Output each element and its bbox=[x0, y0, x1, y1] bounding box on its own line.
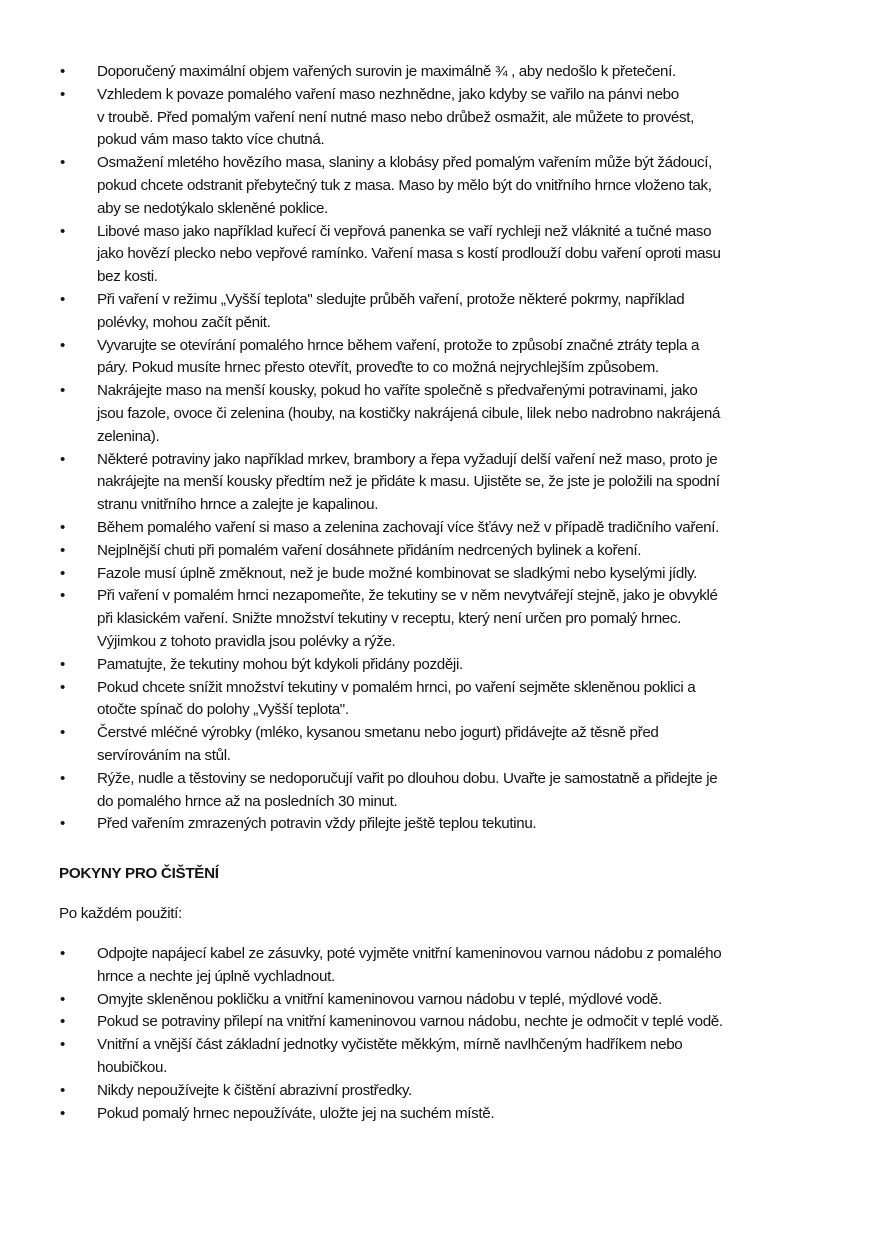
bullet-icon: • bbox=[60, 382, 65, 400]
cleaning-step-item bbox=[58, 989, 818, 1012]
bullet-icon: • bbox=[60, 63, 65, 80]
list-item-text: Některé potraviny jako například mrkev, brambory a řepa vyžadují delší vaření než maso, proto je nakrájejte na menší kousky předtím než je přidáte k masu. Ujistěte se, že jste je položili na spodní stranu vnitřního hrnce a zalejte je kapalinou. bbox=[97, 450, 720, 514]
list-item-text: Před vařením zmrazených potravin vždy přilejte ještě teplou tekutinu. bbox=[97, 815, 537, 833]
cleaning-step-item bbox=[58, 1103, 818, 1126]
list-item-text: Vyvarujte se otevírání pomalého hrnce během vaření, protože to způsobí značné ztráty tepla a páry. Pokud musíte hrnec přesto otevřít, proveďte to co možná nejrychlejším způsobem. bbox=[97, 336, 700, 377]
list-item-text: Pokud pomalý hrnec nepoužíváte, uložte jej na suchém místě. bbox=[97, 1104, 495, 1122]
bullet-icon: • bbox=[60, 769, 65, 787]
tip-item bbox=[58, 335, 818, 381]
list-item-text: Pokud chcete snížit množství tekutiny v pomalém hrnci, po vaření sejměte skleněnou poklici a otočte spínač do polohy „Vyšší teplota". bbox=[97, 678, 696, 719]
tip-item bbox=[58, 152, 818, 220]
list-item-text: Při vaření v režimu „Vyšší teplota" sledujte průběh vaření, protože některé pokrmy, například polévky, mohou začít pěnit. bbox=[97, 290, 685, 331]
list-item-text: Při vaření v pomalém hrnci nezapomeňte, že tekutiny se v něm nevytvářejí stejně, jako je obvyklé při klasickém vaření. Snižte množství tekutiny v receptu, který není určen pro pomalý hrnec. Výjimkou z tohoto pravidla jsou polévky a rýže. bbox=[97, 587, 718, 650]
cleaning-step-item bbox=[58, 1034, 818, 1080]
tip-item bbox=[58, 813, 818, 836]
bullet-icon: • bbox=[60, 154, 65, 172]
bullet-icon: • bbox=[60, 587, 65, 605]
list-item-text: Omyjte skleněnou pokličku a vnitřní kameninovou varnou nádobu v teplé, mýdlové vodě. bbox=[97, 990, 662, 1008]
bullet-icon: • bbox=[60, 1104, 65, 1122]
tip-item bbox=[58, 768, 818, 814]
tip-item bbox=[58, 654, 818, 677]
tip-item bbox=[58, 563, 818, 586]
tip-item bbox=[58, 289, 818, 335]
bullet-icon: • bbox=[60, 990, 65, 1008]
bullet-icon: • bbox=[60, 518, 65, 536]
list-item-text: Doporučený maximální objem vařených surovin je maximálně ¾ , aby nedošlo k přetečení. bbox=[97, 63, 676, 80]
bullet-icon: • bbox=[60, 655, 65, 673]
bullet-icon: • bbox=[60, 541, 65, 559]
tip-item bbox=[58, 585, 818, 653]
cleaning-intro: Po každém použití: bbox=[59, 905, 182, 922]
tip-item bbox=[58, 84, 818, 152]
bullet-icon: • bbox=[60, 945, 65, 962]
bullet-icon: • bbox=[60, 564, 65, 582]
bullet-icon: • bbox=[60, 85, 65, 103]
tip-item bbox=[58, 540, 818, 563]
list-item-text: Nikdy nepoužívejte k čištění abrazivní prostředky. bbox=[97, 1081, 412, 1099]
cleaning-heading: POKYNY PRO ČIŠTĚNÍ bbox=[59, 865, 219, 882]
bullet-icon: • bbox=[60, 222, 65, 240]
bullet-icon: • bbox=[60, 336, 65, 354]
bullet-icon: • bbox=[60, 815, 65, 833]
cleaning-steps-list bbox=[58, 943, 818, 1125]
list-item-text: Pamatujte, že tekutiny mohou být kdykoli přidány později. bbox=[97, 655, 463, 673]
list-item-text: Nejplnější chuti při pomalém vaření dosáhnete přidáním nedrcených bylinek a koření. bbox=[97, 541, 642, 559]
list-item-text: Vzhledem k povaze pomalého vaření maso nezhnědne, jako kdyby se vařilo na pánvi nebo v troubě. Před pomalým vaření není nutné maso nebo drůbež osmažit, ale můžete to provést, pokud vám maso takto více chutná. bbox=[97, 85, 694, 149]
tip-item bbox=[58, 449, 818, 517]
cleaning-step-item bbox=[58, 943, 818, 989]
list-item-text: Vnitřní a vnější část základní jednotky vyčistěte měkkým, mírně navlhčeným hadříkem nebo houbičkou. bbox=[97, 1036, 683, 1076]
bullet-icon: • bbox=[60, 290, 65, 308]
cleaning-step-item bbox=[58, 1080, 818, 1103]
list-item-text: Libové maso jako například kuřecí či vepřová panenka se vaří rychleji než vláknité a tučné maso jako hovězí plecko nebo vepřové ramínko. Vaření masa s kostí prodlouží dobu vaření oproti masu bez kosti. bbox=[97, 222, 721, 286]
list-item-text: Osmažení mletého hovězího masa, slaniny a klobásy před pomalým vařením může být žádoucí, pokud chcete odstranit přebytečný tuk z masa. Maso by mělo být do vnitřního hrnce vloženo tak, aby se nedotýkalo skleněné poklice. bbox=[97, 154, 712, 217]
cleaning-step-item bbox=[58, 1011, 818, 1034]
tip-item bbox=[58, 677, 818, 723]
list-item-text: Odpojte napájecí kabel ze zásuvky, poté vyjměte vnitřní kameninovou varnou nádobu z pomalého hrnce a nechte jej úplně vychladnout. bbox=[97, 945, 722, 985]
bullet-icon: • bbox=[60, 1013, 65, 1031]
list-item-text: Čerstvé mléčné výrobky (mléko, kysanou smetanu nebo jogurt) přidávejte až těsně před servírováním na stůl. bbox=[97, 724, 659, 764]
cooking-tips-list bbox=[58, 61, 818, 836]
bullet-icon: • bbox=[60, 724, 65, 742]
tip-item bbox=[58, 517, 818, 540]
list-item-text: Fazole musí úplně změknout, než je bude možné kombinovat se sladkými nebo kyselými jídly. bbox=[97, 564, 697, 582]
tip-item bbox=[58, 221, 818, 289]
bullet-icon: • bbox=[60, 1036, 65, 1054]
tip-item bbox=[58, 722, 818, 768]
tip-item bbox=[58, 61, 818, 84]
list-item-text: Nakrájejte maso na menší kousky, pokud ho vaříte společně s předvařenými potravinami, jako jsou fazole, ovoce či zelenina (houby, na kostičky nakrájená cibule, lilek nebo nadrobno nakrájená zelenina). bbox=[97, 382, 721, 445]
list-item-text: Pokud se potraviny přilepí na vnitřní kameninovou varnou nádobu, nechte je odmočit v teplé vodě. bbox=[97, 1013, 723, 1031]
bullet-icon: • bbox=[60, 1081, 65, 1099]
list-item-text: Rýže, nudle a těstoviny se nedoporučují vařit po dlouhou dobu. Uvařte je samostatně a přidejte je do pomalého hrnce až na posledních 30 minut. bbox=[97, 769, 718, 810]
list-item-text: Během pomalého vaření si maso a zelenina zachovají více šťávy než v případě tradičního vaření. bbox=[97, 518, 719, 536]
bullet-icon: • bbox=[60, 450, 65, 468]
bullet-icon: • bbox=[60, 678, 65, 696]
tip-item bbox=[58, 380, 818, 448]
